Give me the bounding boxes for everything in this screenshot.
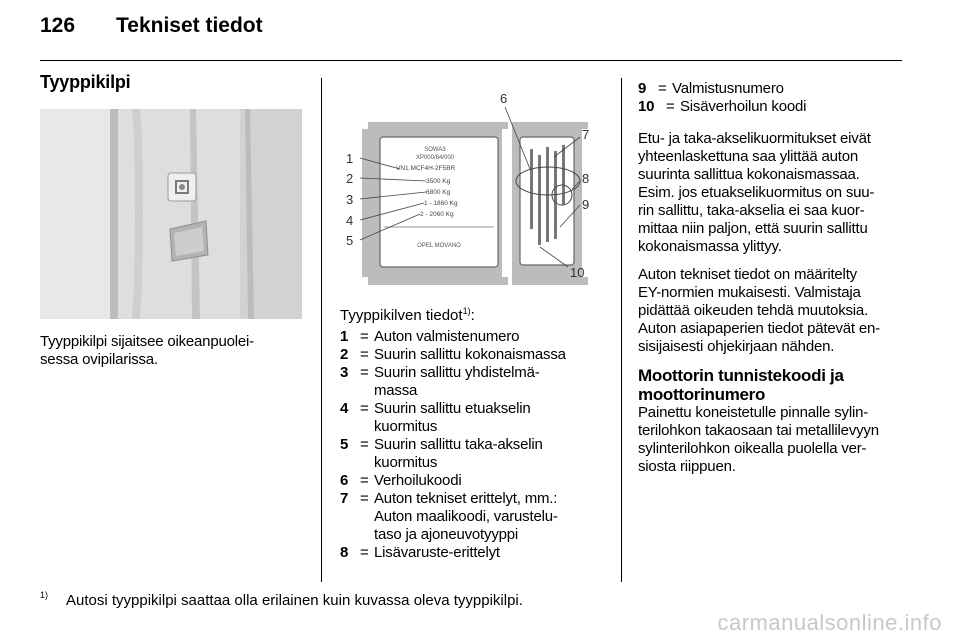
legend-list-continued xyxy=(638,80,904,116)
legend-list xyxy=(340,328,608,562)
legend-item: 9 = Valmistusnumero xyxy=(638,80,784,97)
legend-item: 4 = Suurin sallittu etuakselin kuormitus xyxy=(340,400,531,435)
column-divider-2 xyxy=(621,78,622,582)
callout-3: 3 xyxy=(346,192,354,207)
axle-load-paragraph: Etu- ja taka-akselikuormitukset eivät yhteenlaskettuna saa ylittää auton suurinta sallittua kokonaismassaa. Esim. jos etuakselikuormitus on suu- rin sallittu, taka-akselia ei saa kuor- mittaa niin paljon, että suurin sallittu kokonaismassa ylittyy. xyxy=(638,130,875,255)
column-2 xyxy=(340,72,608,562)
plate-text-line: 6800 Kg xyxy=(426,189,451,196)
header-rule xyxy=(40,60,902,61)
type-plate-diagram xyxy=(340,77,602,292)
ec-norms-paragraph: Auton tekniset tiedot on määritelty EY-normien mukaisesti. Valmistaja pidättää oikeuden tehdä muutoksia. Auton asiapaperien tiedot pätevät en- sisijaisesti ohjekirjaan nähden. xyxy=(638,266,880,355)
footnote-text: Autosi tyyppikilpi saattaa olla erilainen kuin kuvassa oleva tyyppikilpi. xyxy=(66,592,523,609)
watermark: carmanualsonline.info xyxy=(717,610,942,635)
plate-text-line: XP000/84/000 xyxy=(415,155,455,161)
column-1 xyxy=(40,72,308,369)
plate-text-line: 2 - 2060 Kg xyxy=(420,211,454,218)
section-title: Tyyppikilpi xyxy=(40,72,131,92)
engine-code-heading: Moottorin tunnistekoodi ja moottorinumero xyxy=(638,366,844,404)
callout-5: 5 xyxy=(346,233,354,248)
page-number: 126 xyxy=(40,14,76,37)
plate-text-line: SOWA3 xyxy=(424,147,446,153)
legend-item: 5 = Suurin sallittu taka-akselin kuormitus xyxy=(340,436,543,471)
plate-text-line: 3500 Kg xyxy=(426,178,451,185)
column-3 xyxy=(638,80,904,476)
footnote xyxy=(40,592,523,609)
legend-item: 6 = Verhoilukoodi xyxy=(340,472,462,489)
page-title: Tekniset tiedot xyxy=(116,14,263,37)
legend-item: 7 = Auton tekniset erittelyt, mm.: Auton maalikoodi, varustelu- taso ja ajoneuvotyyppi xyxy=(340,490,558,543)
callout-1: 1 xyxy=(346,151,354,166)
callout-2: 2 xyxy=(346,171,354,186)
legend-item: 3 = Suurin sallittu yhdistelmä- massa xyxy=(340,364,540,399)
callout-6: 6 xyxy=(500,91,508,106)
legend-item: 1 = Auton valmistenumero xyxy=(340,328,520,345)
legend-caption: Tyyppikilven tiedot$^{1)}$: xyxy=(340,306,475,324)
callout-10: 10 xyxy=(570,265,585,280)
photo-caption: Tyyppikilpi sijaitsee oikeanpuolei- sessa ovipilarissa. xyxy=(40,333,254,368)
plate-text-line: VN1.MCF4H-2F5BR xyxy=(396,165,456,172)
type-plate-illustration xyxy=(340,77,602,292)
callout-7: 7 xyxy=(582,127,590,142)
page-header xyxy=(40,14,263,46)
column-divider-1 xyxy=(321,78,322,582)
footnote-mark: 1) xyxy=(40,590,49,600)
door-pillar-illustration xyxy=(40,109,302,319)
door-pillar-photo xyxy=(40,109,302,319)
callout-9: 9 xyxy=(582,197,590,212)
plate-text-line: OPEL MOVANO xyxy=(417,243,461,249)
legend-item: 8 = Lisävaruste-erittelyt xyxy=(340,544,500,561)
legend-item: 10 = Sisäverhoilun koodi xyxy=(638,98,807,115)
engine-code-paragraph: Painettu koneistetulle pinnalle sylin- terilohkon takaosaan tai metallilevyyn sylinterilohkon oikealla puolella ver- siosta riippuen. xyxy=(638,404,879,475)
legend-item: 2 = Suurin sallittu kokonaismassa xyxy=(340,346,566,363)
plate-text-line: 1 - 1860 Kg xyxy=(424,200,458,207)
callout-4: 4 xyxy=(346,213,354,228)
footnote-ref: 1) xyxy=(462,306,471,316)
callout-8: 8 xyxy=(582,171,590,186)
